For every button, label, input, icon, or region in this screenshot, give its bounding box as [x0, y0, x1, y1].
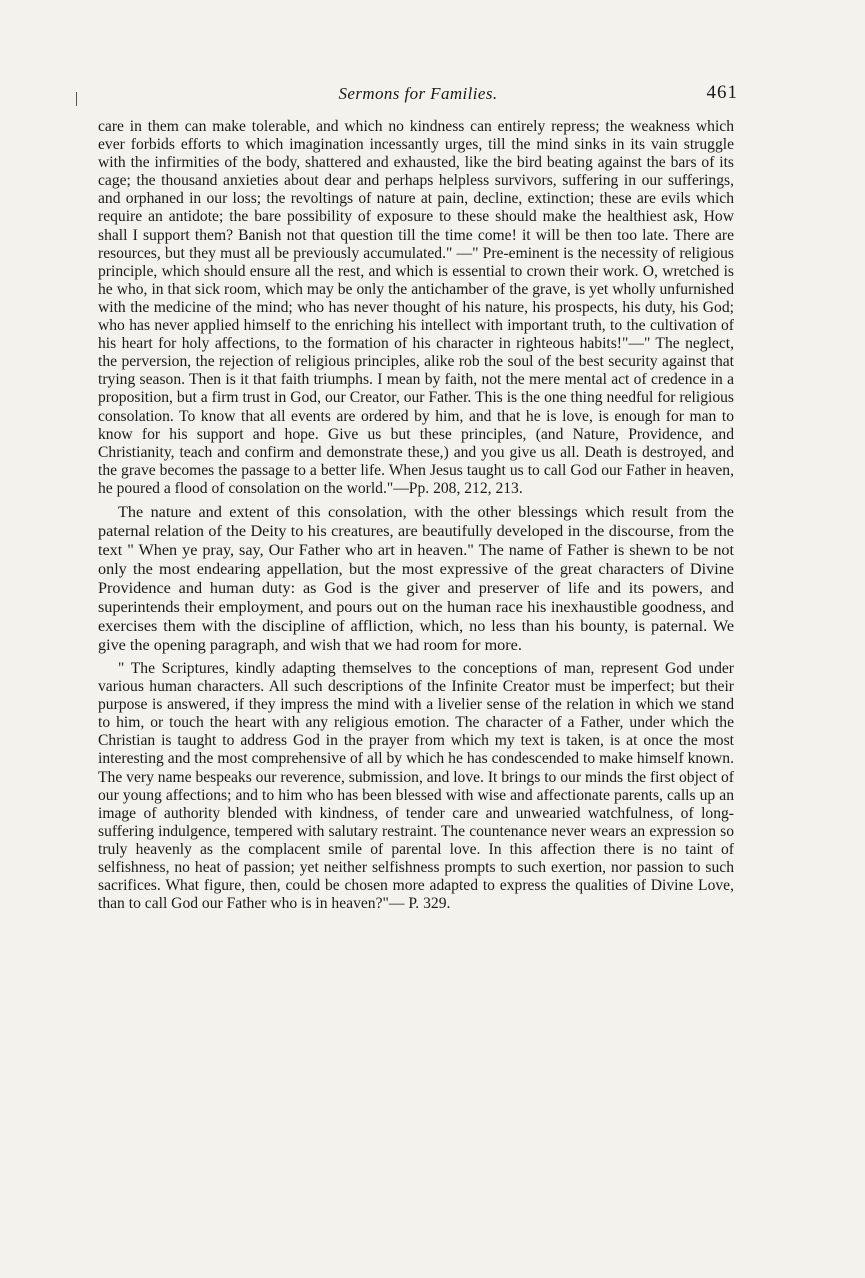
- paragraph-review: The nature and extent of this consolation, with the other blessings which result from the paternal relation of the Deity to his creatures, are beautifully developed in the discourse, from the text " When ye pray, say, Our Father who art in heaven." The name of Father is shewn to be not only the most endearing appellation, but the most expressive of the great characters of Divine Providence and human duty: as God is the giver and preserver of life and its powers, and superintends their employment, and pours out on the human race his inexhaustible goodness, and exercises them with the discipline of affliction, which, no less than his bounty, is paternal. We give the opening paragraph, and wish that we had room for more.: [98, 502, 734, 654]
- paragraph-quotation: " The Scriptures, kindly adapting themselves to the conceptions of man, represent God under various human characters. All such descriptions of the Infinite Creator must be imperfect; but their purpose is answered, if they impress the mind with a livelier sense of the relation in which we stand to him, or touch the heart with any religious emotion. The character of a Father, under which the Christian is taught to address God in the prayer from which my text is taken, is at once the most interesting and the most comprehensive of all by which he has condescended to make himself known. The very name bespeaks our reverence, submission, and love. It brings to our minds the first object of our young affections; and to him who has been blessed with wise and affectionate parents, calls up an image of authority blended with kindness, of tender care and unwearied watchfulness, of long-suffering indulgence, tempered with salutary restraint. The countenance never wears an expression so truly heavenly as the complacent smile of parental love. In this affection there is no taint of selfishness, no heat of passion; yet neither selfishness prompts to such exertion, nor passion to such sacrifices. What figure, then, could be chosen more adapted to express the qualities of Divine Love, than to call God our Father who is in heaven?"— P. 329.: [98, 659, 734, 913]
- page-header: [98, 80, 738, 110]
- margin-mark: [76, 92, 77, 106]
- page-number: 461: [706, 82, 738, 103]
- running-head: Sermons for Families.: [338, 84, 498, 103]
- page-body: [98, 118, 734, 913]
- paragraph-continued-quote: care in them can make tolerable, and which no kindness can entirely repress; the weakness which ever forbids efforts to which imagination incessantly urges, till the mind sinks in its vain struggle with the infirmities of the body, shattered and exhausted, like the bird beating against the bars of its cage; the thousand anxieties about dear and perhaps helpless survivors, suffering in our sufferings, and orphaned in our loss; the revoltings of nature at pain, decline, extinction; these are evils which require an antidote; the bare possibility of exposure to these should make the healthiest ask, How shall I support them? Banish not that question till the time come! it will be then too late. There are resources, but they must all be previously accumulated." —" Pre-eminent is the necessity of religious principle, which should ensure all the rest, and which is essential to crown their work. O, wretched is he who, in that sick room, which may be only the antichamber of the grave, is yet wholly unfurnished with the medicine of the mind; who has never thought of his nature, his prospects, his duty, his God; who has never applied himself to the enriching his intellect with important truth, to the cultivation of his heart for holy affections, to the formation of his character in righteous habits!"—" The neglect, the perversion, the rejection of religious principles, alike rob the soul of the best security against that trying season. Then is it that faith triumphs. I mean by faith, not the mere mental act of credence in a proposition, but a firm trust in God, our Creator, our Father. This is the one thing needful for religious consolation. To know that all events are ordered by him, and that he is love, is enough for man to know for his support and hope. Give us but these principles, (and Nature, Providence, and Christianity, teach and confirm and demonstrate these,) and you give us all. Death is destroyed, and the grave becomes the passage to a better life. When Jesus taught us to call God our Father in heaven, he poured a flood of consolation on the world."—Pp. 208, 212, 213.: [98, 118, 734, 497]
